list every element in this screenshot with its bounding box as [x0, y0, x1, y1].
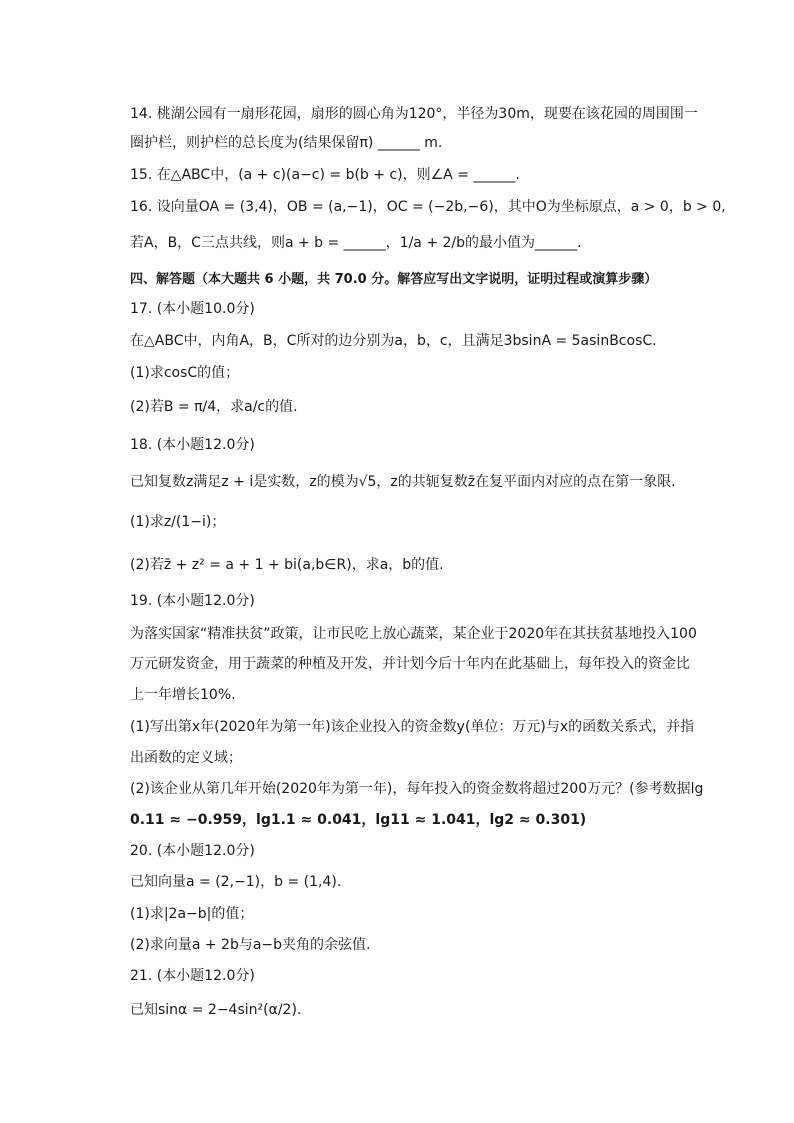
section-heading: 四、解答题（本大题共 6 小题，共 70.0 分。解答应写出文字说明，证明过程或演算步骤） [130, 272, 658, 287]
q19-stem-3: 上一年增长10%. [130, 687, 236, 703]
q19-stem-2: 万元研发资金，用于蔬菜的种植及开发，并计划今后十年内在此基础上，每年投入的资金比 [130, 656, 690, 672]
q19-part-2-a: (2)该企业从第几年开始(2020年为第一年)，每年投入的资金数将超过200万元？(参考数据lg [130, 781, 704, 797]
q19-part-1-a: (1)写出第x年(2020年为第一年)该企业投入的资金数y(单位：万元)与x的函数关系式，并指 [130, 719, 695, 735]
q20-header: 20. (本小题12.0分) [130, 843, 255, 859]
q20-stem: 已知向量a = (2,−1)，b = (1,4). [130, 874, 342, 890]
q17-header: 17. (本小题10.0分) [130, 301, 255, 317]
q20-part-1: (1)求|2a−b|的值； [130, 906, 254, 922]
q14-line-1: 14. 桃湖公园有一扇形花园，扇形的圆心角为120°，半径为30m，现要在该花园的周围围一 [130, 106, 698, 122]
q19-part-2-b: 0.11 ≈ −0.959，lg1.1 ≈ 0.041，lg11 ≈ 1.041，lg2 ≈ 0.301) [130, 812, 587, 828]
q17-stem: 在△ABC中，内角A，B，C所对的边分别为a，b，c，且满足3bsinA = 5asinBcosC. [130, 333, 657, 349]
q21-stem: 已知sinα = 2−4sin²(α/2). [130, 1002, 302, 1018]
q16-line-1: 16. 设向量OA = (3,4)，OB = (a,−1)，OC = (−2b,−6)，其中O为坐标原点，a > 0，b > 0, [130, 199, 726, 215]
q21-header: 21. (本小题12.0分) [130, 968, 255, 984]
q17-part-2: (2)若B = π/4，求a/c的值. [130, 399, 298, 415]
q18-part-2: (2)若z̄ + z² = a + 1 + bi(a,b∈R)，求a，b的值. [130, 557, 444, 573]
q19-part-1-b: 出函数的定义域； [130, 750, 242, 766]
q15-line: 15. 在△ABC中，(a + c)(a−c) = b(b + c)，则∠A = ______. [130, 167, 520, 183]
q17-part-1: (1)求cosC的值； [130, 365, 240, 381]
q20-part-2: (2)求向量a + 2b与a−b夹角的余弦值. [130, 937, 371, 953]
q18-part-1: (1)求z/(1−i)； [130, 514, 226, 530]
q18-stem: 已知复数z满足z + i是实数，z的模为√5，z的共轭复数z̄在复平面内对应的点在第一象限. [130, 474, 676, 490]
q16-line-2: 若A，B，C三点共线，则a + b = ______，1/a + 2/b的最小值为______. [130, 235, 582, 251]
q19-stem-1: 为落实国家“精准扶贫”政策，让市民吃上放心蔬菜，某企业于2020年在其扶贫基地投入100 [130, 626, 697, 642]
q18-header: 18. (本小题12.0分) [130, 437, 255, 453]
q19-header: 19. (本小题12.0分) [130, 593, 255, 609]
q14-line-2: 圈护栏，则护栏的总长度为(结果保留π) ______ m. [130, 135, 443, 151]
